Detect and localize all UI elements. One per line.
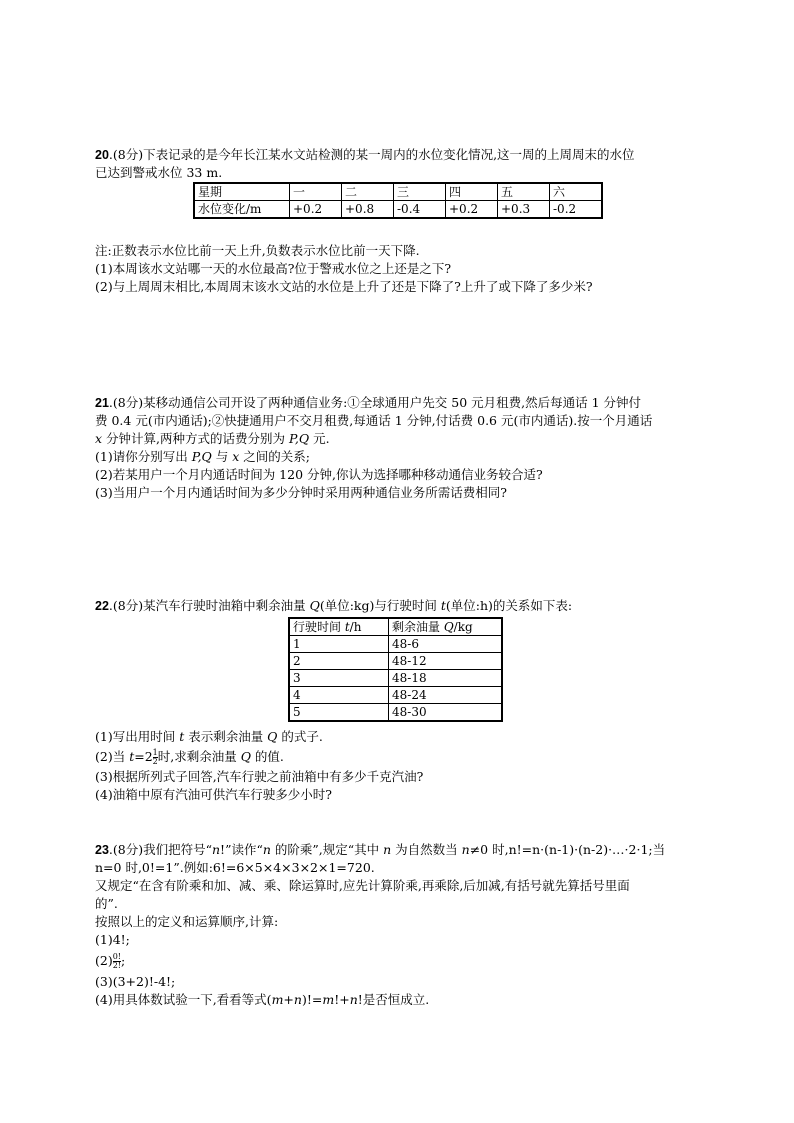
q20-line2: 已达到警戒水位 33 m. xyxy=(95,165,223,180)
table-row xyxy=(289,704,502,722)
q22-sub1: (1)写出用时间 t 表示剩余油量 Q 的式子. xyxy=(95,729,323,744)
q23-sub2: (2) $\frac{0!}{2!}$ ; xyxy=(95,952,126,970)
table-cell: 48-24 xyxy=(389,687,503,704)
table-cell: -0.4 xyxy=(394,201,446,219)
fraction: $\frac{0!}{2!}$ xyxy=(112,952,122,970)
q22-sub2: (2)当 t=2 $\frac{1}{2}$ 时,求剩余油量 Q 的值. xyxy=(95,748,284,766)
q20-sub2: (2)与上周周末相比,本周周末该水文站的水位是上升了还是下降了?上升了或下降了多少米? xyxy=(95,279,593,294)
q22-line1: 22.(8分)某汽车行驶时油箱中剩余油量 Q(单位:kg)与行驶时间 t(单位:h)的关系如下表: xyxy=(95,598,573,613)
q21-line2: 费 0.4 元(市内通话);②快捷通用户不交月租费,每通话 1 分钟,付话费 0.6 元(市内通话).按一个月通话 xyxy=(95,413,653,428)
q22-sub3: (3)根据所列式子回答,汽车行驶之前油箱中有多少千克汽油? xyxy=(95,769,424,784)
q23-sub4: (4)用具体数试验一下,看看等式(m+n)!=m!+n!是否恒成立. xyxy=(95,992,430,1007)
table-cell: 星期 xyxy=(194,183,290,201)
table-cell: 六 xyxy=(550,183,603,201)
question-22-subs xyxy=(95,728,705,804)
table-cell: 1 xyxy=(289,636,389,653)
table-header-row xyxy=(194,183,602,201)
table-row xyxy=(289,653,502,670)
table-cell: 48-18 xyxy=(389,670,503,687)
table-cell: +0.2 xyxy=(446,201,498,219)
table-cell: +0.3 xyxy=(498,201,550,219)
table-cell: +0.2 xyxy=(290,201,342,219)
table-cell: 3 xyxy=(289,670,389,687)
q23-line3: 又规定“在含有阶乘和加、减、乘、除运算时,应先计算阶乘,再乘除,后加减,有括号就先算括号里面 xyxy=(95,878,630,893)
table-cell: 一 xyxy=(290,183,342,201)
table-cell: 五 xyxy=(498,183,550,201)
table-cell: 剩余油量 Q/kg xyxy=(389,618,503,636)
q22-number: 22 xyxy=(95,599,109,613)
q21-sub1: (1)请你分别写出 P,Q 与 x 之间的关系; xyxy=(95,449,310,464)
question-20 xyxy=(95,146,705,182)
q20-note: 注:正数表示水位比前一天上升,负数表示水位比前一天下降. xyxy=(95,243,420,258)
table-cell: 二 xyxy=(342,183,394,201)
table-row xyxy=(289,636,502,653)
q23-sub3: (3)(3+2)!-4!; xyxy=(95,974,176,989)
table-cell: 水位变化/m xyxy=(194,201,290,219)
table-cell: 4 xyxy=(289,687,389,704)
table-cell: 48-30 xyxy=(389,704,503,722)
mixed-fraction: $\frac{1}{2}$ xyxy=(152,748,158,766)
question-22 xyxy=(95,597,705,615)
question-20-notes xyxy=(95,242,705,296)
table-row xyxy=(194,201,602,219)
q23-number: 23 xyxy=(95,843,109,857)
table-header-row xyxy=(289,618,502,636)
q20-number: 20 xyxy=(95,148,109,162)
q23-line1: 23.(8分)我们把符号“n!”读作“n 的阶乘”,规定“其中 n 为自然数当 n≠0 时,n!=n·(n-1)·(n-2)·…·2·1;当 xyxy=(95,842,666,857)
table-cell: 5 xyxy=(289,704,389,722)
q20-sub1: (1)本周该水文站哪一天的水位最高?位于警戒水位之上还是之下? xyxy=(95,261,452,276)
table-cell: +0.8 xyxy=(342,201,394,219)
table-row xyxy=(289,687,502,704)
question-23 xyxy=(95,841,705,1009)
q21-line1: 21.(8分)某移动通信公司开设了两种通信业务:①全球通用户先交 50 元月租费,然后每通话 1 分钟付 xyxy=(95,395,642,410)
table-cell: 48-6 xyxy=(389,636,503,653)
table-cell: 行驶时间 t/h xyxy=(293,620,362,634)
table-cell: 四 xyxy=(446,183,498,201)
question-21 xyxy=(95,394,705,502)
q21-line3: x 分钟计算,两种方式的话费分别为 P,Q 元. xyxy=(95,431,330,446)
fuel-table xyxy=(288,617,503,722)
q23-sub1: (1)4!; xyxy=(95,932,130,947)
table-cell: 2 xyxy=(289,653,389,670)
q21-sub3: (3)当用户一个月内通话时间为多少分钟时采用两种通信业务所需话费相同? xyxy=(95,485,507,500)
table-cell: -0.2 xyxy=(550,201,603,219)
table-cell: 三 xyxy=(394,183,446,201)
table-row xyxy=(289,670,502,687)
water-level-table xyxy=(193,182,603,219)
q23-line2: n=0 时,0!=1”.例如:6!=6×5×4×3×2×1=720. xyxy=(95,860,375,875)
table-cell: 48-12 xyxy=(389,653,503,670)
q23-line5: 按照以上的定义和运算顺序,计算: xyxy=(95,914,279,929)
q21-number: 21 xyxy=(95,396,109,410)
q23-line4: 的”. xyxy=(95,896,118,911)
q20-line1: 20.(8分)下表记录的是今年长江某水文站检测的某一周内的水位变化情况,这一周的上周周末的水位 xyxy=(95,147,635,162)
q22-sub4: (4)油箱中原有汽油可供汽车行驶多少小时? xyxy=(95,787,332,802)
q21-sub2: (2)若某用户一个月内通话时间为 120 分钟,你认为选择哪种移动通信业务较合适? xyxy=(95,467,543,482)
